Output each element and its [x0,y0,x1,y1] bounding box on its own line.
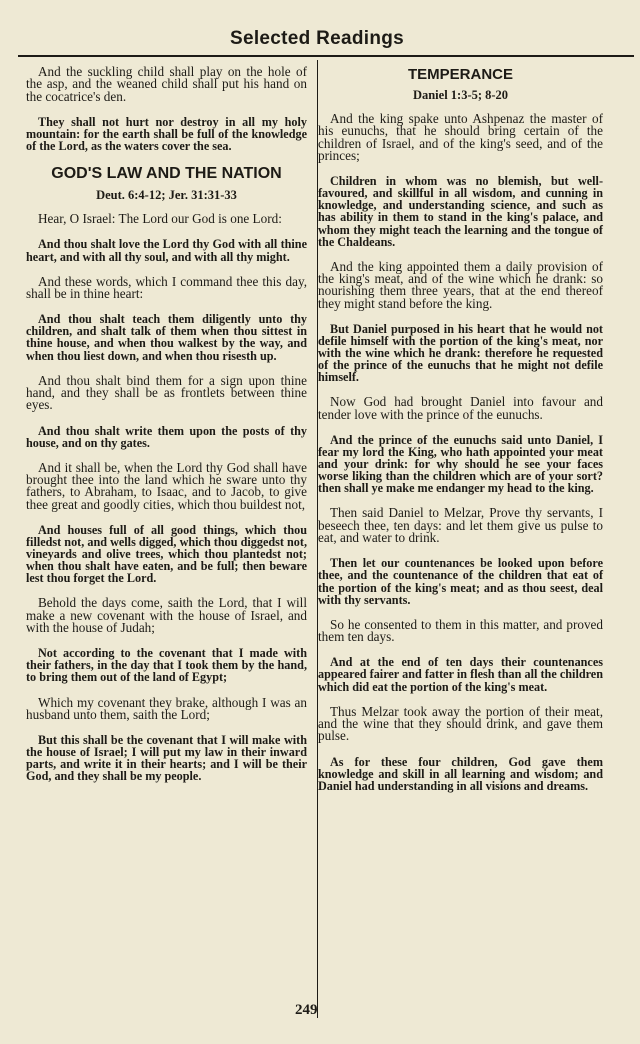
verse-paragraph: Hear, O Israel: The Lord our God is one Lord: [38,211,282,227]
verse-paragraph: Now God had brought Daniel into favour and tender love with the prince of the eunuchs. [318,394,603,422]
verse-paragraph: Behold the days come, saith the Lord, that I will make a new covenant with the house of Israel, and with the house of Judah; [26,595,307,635]
page-title: Selected Readings [230,28,405,49]
verse-paragraph-bold: Not according to the covenant that I made with their fathers, in the day that I took them by the hand, to bring them out of the land of Egypt; [26,646,307,685]
verse-paragraph: And the king spake unto Ashpenaz the master of his eunuchs, that he should bring certain of the children of Israel, and of the king's seed, and of the princes; [318,111,603,163]
verse-paragraph: And it shall be, when the Lord thy God shall have brought thee into the land which he sware unto thy fathers, to Abraham, to Isaac, and to Jacob, to give thee great and goodly cities, which thou buildest not, [26,459,307,512]
verse-paragraph-bold: They shall not hurt nor destroy in all my holy mountain: for the earth shall be full of the knowledge of the Lord, as the waters cover the sea. [26,114,307,154]
left-column [26,66,307,796]
verse-paragraph-bold: And houses full of all good things, which thou filledst not, and wells digged, which thou diggedst not, vineyards and olive trees, which thou plantedst not; when thou shalt have eaten, and be full; then beware lest thou forget the Lord. [26,522,307,586]
section-title-gods-law: GOD'S LAW AND THE NATION [51,165,282,183]
verse-paragraph: And thou shalt bind them for a sign upon thine hand, and they shall be as frontlets between thine eyes. [26,372,307,413]
section-reference: Deut. 6:4-12; Jer. 31:31-33 [96,188,237,203]
verse-paragraph-bold: But this shall be the covenant that I will make with the house of Israel; I will put my law in their inward parts, and write it in their hearts; and I will be their God, and they shall be my people. [26,733,307,784]
verse-paragraph-bold: But Daniel purposed in his heart that he would not defile himself with the portion of the king's meat, nor with the wine which he drank: therefore he requested of the prince of the eunuchs that he might not defile himself. [318,321,603,385]
verse-paragraph-bold: And the prince of the eunuchs said unto Daniel, I fear my lord the King, who hath appointed your meat and your drink: for why should he see your faces worse liking than the children which are of your sort? then shall ye make me endanger my head to the king. [318,433,603,496]
verse-paragraph-bold: And thou shalt write them upon the posts of thy house, and on thy gates. [26,423,307,450]
verse-paragraph: And the suckling child shall play on the hole of the asp, and the weaned child shall put his hand on the cocatrice's den. [26,64,307,104]
page-number: 249 [295,1002,318,1018]
verse-paragraph: Which my covenant they brake, although I was an husband unto them, saith the Lord; [26,694,307,722]
header-rule [18,55,634,57]
verse-paragraph-bold: Children in whom was no blemish, but well-favoured, and skillful in all wisdom, and cunning in knowledge, and understanding science, and such as has ability in them to stand in the king's palace, and whom they might teach the learning and the tongue of the Chaldeans. [318,174,603,249]
page-header [0,0,640,62]
verse-paragraph: And these words, which I command thee this day, shall be in thine heart: [26,273,307,301]
right-column [318,66,603,805]
section-reference: Daniel 1:3-5; 8-20 [412,88,509,102]
verse-paragraph: Then said Daniel to Melzar, Prove thy servants, I beseech thee, ten days: and let them give us pulse to eat, and water to drink. [318,505,603,546]
verse-paragraph: So he consented to them in this matter, and proved them ten days. [318,616,603,645]
verse-paragraph-bold: And thou shalt teach them diligently unto thy children, and shalt talk of them when thou sittest in thine house, and when thou walkest by the way, and when thou liest down, and when thou risesth up. [26,312,307,363]
verse-paragraph-bold: As for these four children, God gave them knowledge and skill in all learning and wisdom; and Daniel had understanding in all visions and dreams. [318,754,603,793]
verse-paragraph: Thus Melzar took away the portion of their meat, and the wine that they should drink, and gave them pulse. [318,703,603,744]
verse-paragraph-bold: And thou shalt love the Lord thy God with all thine heart, and with all thy soul, and with all thy might. [26,237,307,264]
verse-paragraph-bold: Then let our countenances be looked upon before thee, and the countenance of the children that eat of the portion of the king's meat; and as thou seest, deal with thy servants. [318,556,603,607]
verse-paragraph: And the king appointed them a daily provision of the king's meat, and of the wine which he drank: so nourishing them three years, that at the end thereof they might stand before the king. [318,258,603,311]
section-title-temperance: TEMPERANCE [407,66,513,83]
verse-paragraph-bold: And at the end of ten days their countenances appeared fairer and fatter in flesh than all the children which did eat the portion of the king's meat. [318,655,603,694]
